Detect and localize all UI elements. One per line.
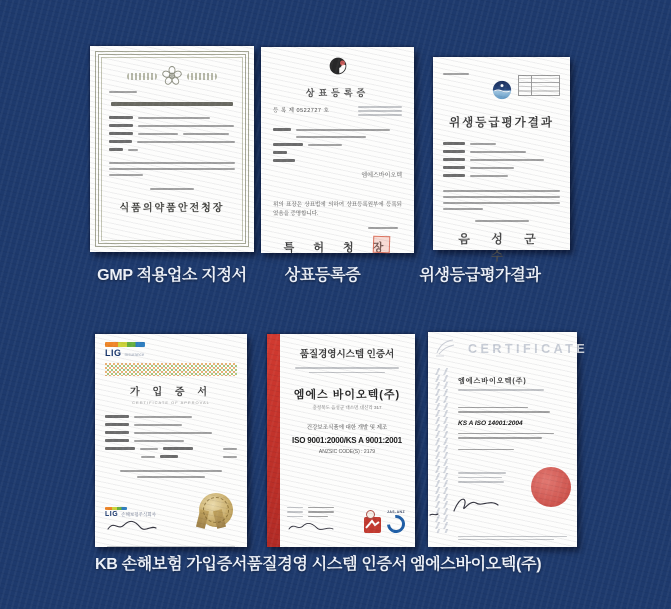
ksa-badge-icon bbox=[366, 510, 375, 519]
iso-standard: ISO 9001:2000/KS A 9001:2001 bbox=[292, 436, 402, 445]
signature bbox=[287, 520, 335, 534]
hygiene-title: 위생등급평가결과 bbox=[449, 117, 554, 129]
ornate-border bbox=[95, 51, 249, 247]
issuer-text: 특 허 청 장 bbox=[283, 241, 392, 254]
mugunghwa-flower-emblem-icon bbox=[161, 65, 183, 87]
kipo-commissioner-title bbox=[273, 239, 402, 255]
certification-scope: 건강보조식품에 대한 개발 및 제조 bbox=[306, 425, 388, 431]
signature bbox=[424, 491, 508, 519]
quality-certificate-thumbnail bbox=[267, 334, 415, 547]
medal-ribbon bbox=[213, 509, 226, 529]
county-mayor-title: 음 성 군 수 bbox=[458, 232, 545, 263]
document-number-line bbox=[443, 73, 469, 75]
date-line bbox=[150, 188, 194, 190]
lig-logo: LIG bbox=[105, 348, 122, 358]
certified-company: 엠에스 바이오텍(주) bbox=[293, 389, 401, 401]
scrollwork-ornament bbox=[187, 73, 217, 80]
lig-footer-company: 손해보험주식회사 bbox=[121, 512, 156, 517]
msbio-certificate-thumbnail bbox=[428, 332, 589, 547]
env-standard: KS A ISO 14001:2004 bbox=[458, 419, 523, 427]
caption-insurance: KB 손해보험 가입증서 bbox=[94, 556, 248, 573]
gmp-certificate-thumbnail bbox=[90, 46, 254, 252]
lig-color-bar bbox=[105, 342, 145, 347]
quality-title: 품질경영시스템 인증서 bbox=[299, 349, 395, 360]
scrollwork-ornament bbox=[127, 73, 157, 80]
gmp-issuer-title: 식품의약품안전청장 bbox=[119, 203, 225, 214]
date-line bbox=[475, 220, 529, 222]
signature bbox=[105, 518, 159, 534]
caption-gmp: GMP 적용업소 지정서 bbox=[97, 267, 247, 284]
certificate-title-line bbox=[111, 102, 233, 106]
env-company-name: 엠에스바이오텍(주) bbox=[458, 378, 527, 385]
caption-trademark: 상표등록증 bbox=[284, 267, 361, 284]
insurance-certificate-thumbnail bbox=[95, 334, 247, 547]
caption-msbio: 엠에스바이오텍(주) bbox=[410, 556, 542, 573]
caption-hygiene: 위생등급평가결과 bbox=[419, 267, 541, 284]
lig-logo-subtext: Insurance bbox=[124, 352, 145, 357]
document-number-line bbox=[109, 91, 137, 93]
kipo-logo-icon bbox=[328, 56, 348, 76]
registration-statement: 위의 표장은 상표법에 의하여 상표등록원부에 등록되었음을 증명합니다. bbox=[273, 202, 402, 218]
ksa-certification-logo-icon bbox=[364, 517, 381, 533]
company-address: 충청북도 음성군 대소면 대신리 317 bbox=[312, 405, 382, 410]
hygiene-certificate-thumbnail bbox=[433, 57, 570, 263]
red-seal-icon bbox=[531, 467, 571, 507]
trademark-title: 상표등록증 bbox=[305, 88, 370, 98]
anzsic-code: ANZSIC CODE(S) : 2179 bbox=[318, 449, 376, 455]
lig-footer-logo: LIG bbox=[105, 511, 119, 518]
registrar-logo-icon bbox=[433, 337, 457, 359]
certificate-header: CERTIFICATE bbox=[468, 342, 589, 356]
trademark-certificate-thumbnail bbox=[261, 47, 414, 253]
lig-color-bar-small bbox=[105, 507, 127, 510]
insurance-subtitle: CERTIFICATE OF APPROVAL bbox=[132, 400, 210, 405]
registration-number: 등 록 제 0522727 호 bbox=[273, 108, 330, 114]
gold-medal-seal-icon bbox=[199, 493, 233, 527]
date-line bbox=[368, 227, 398, 229]
official-red-seal-icon bbox=[373, 235, 391, 253]
approval-stamp-table bbox=[518, 75, 560, 96]
jasanz-logo-icon bbox=[383, 511, 408, 536]
jasanz-label: JAS-ANZ bbox=[387, 510, 405, 514]
dot-pattern-band bbox=[105, 363, 237, 376]
trademark-holder: 엠에스바이오텍 bbox=[361, 173, 402, 179]
insurance-title: 가 입 증 서 bbox=[130, 387, 212, 398]
red-edge-stripe bbox=[267, 334, 280, 547]
caption-quality: 품질경영 시스템 인증서 bbox=[247, 556, 407, 573]
